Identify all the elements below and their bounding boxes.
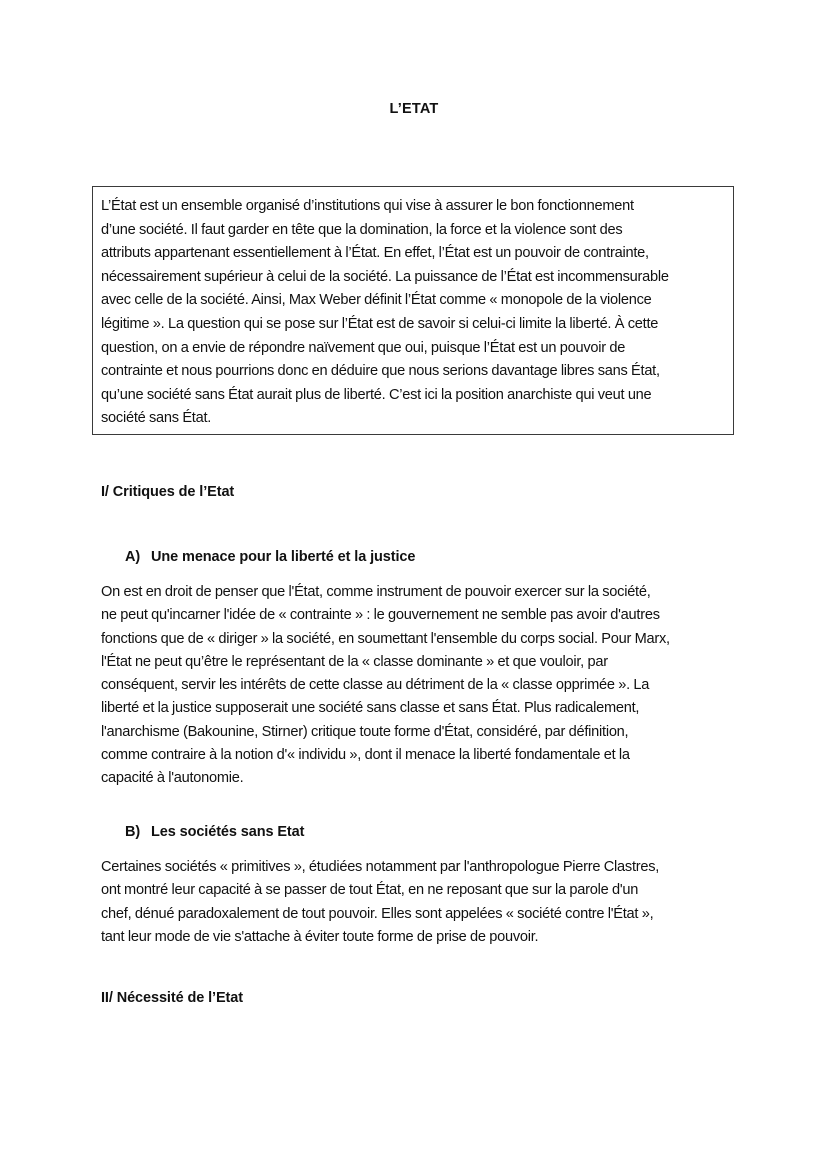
- text-line: chef, dénué paradoxalement de tout pouvoir. Elles sont appelées « société contre l'État »,: [101, 905, 654, 922]
- text-line: contrainte et nous pourrions donc en déduire que nous serions davantage libres sans État,: [101, 363, 660, 380]
- subsection-title: Les sociétés sans Etat: [151, 824, 305, 840]
- text-line: nécessairement supérieur à celui de la société. La puissance de l’État est incommensurable: [101, 268, 669, 285]
- text-line: l'État ne peut qu’être le représentant de la « classe dominante » et que vouloir, par: [101, 653, 608, 670]
- text-line: conséquent, servir les intérêts de cette classe au détriment de la « classe opprimée ». La: [101, 677, 650, 694]
- text-line: question, on a envie de répondre naïvement que oui, puisque l’État est un pouvoir de: [101, 339, 626, 356]
- text-line: On est en droit de penser que l'État, comme instrument de pouvoir exercer sur la société,: [101, 584, 651, 600]
- page-title: L’ETAT: [389, 101, 439, 117]
- subsection-heading-societes: [125, 824, 304, 840]
- text-line: société sans État.: [101, 410, 212, 427]
- text-line: ont montré leur capacité à se passer de tout État, en ne reposant que sur la parole d'un: [101, 882, 639, 899]
- paragraph-menace: [101, 581, 741, 791]
- text-line: capacité à l'autonomie.: [101, 770, 244, 787]
- section-heading-critiques: I/ Critiques de l’Etat: [101, 484, 235, 500]
- subsection-marker: B): [125, 824, 141, 840]
- text-line: avec celle de la société. Ainsi, Max Weber définit l’État comme « monopole de la violence: [101, 292, 652, 309]
- text-line: attributs appartenant essentiellement à l’État. En effet, l’État est un pouvoir de contrainte,: [101, 245, 649, 262]
- subsection-marker: A): [125, 549, 141, 565]
- intro-box: [92, 186, 734, 435]
- subsection-heading-menace: [125, 549, 415, 565]
- text-line: légitime ». La question qui se pose sur l’État est de savoir si celui-ci limite la liberté. À cette: [101, 315, 659, 332]
- text-line: d’une société. Il faut garder en tête que la domination, la force et la violence sont des: [101, 221, 623, 238]
- subsection-title: Une menace pour la liberté et la justice: [151, 549, 416, 565]
- paragraph-societes: [101, 856, 741, 949]
- text-line: qu’une société sans État aurait plus de liberté. C’est ici la position anarchiste qui veut une: [101, 386, 652, 403]
- section-heading-necessite: II/ Nécessité de l’Etat: [101, 990, 243, 1006]
- text-line: comme contraire à la notion d'« individu », dont il menace la liberté fondamentale et la: [101, 747, 630, 764]
- text-line: l'anarchisme (Bakounine, Stirner) critique toute forme d'État, considéré, par définition,: [101, 723, 629, 740]
- text-line: tant leur mode de vie s'attache à éviter toute forme de prise de pouvoir.: [101, 928, 539, 945]
- text-line: liberté et la justice supposerait une société sans classe et sans État. Plus radicalement,: [101, 700, 640, 717]
- intro-paragraph: [101, 195, 731, 431]
- text-line: Certaines sociétés « primitives », étudiées notamment par l'anthropologue Pierre Clastres,: [101, 859, 660, 875]
- text-line: L’État est un ensemble organisé d’institutions qui vise à assurer le bon fonctionnement: [101, 198, 634, 214]
- text-line: fonctions que de « diriger » la société, en soumettant l'ensemble du corps social. Pour Marx,: [101, 630, 670, 647]
- text-line: ne peut qu'incarner l'idée de « contrainte » : le gouvernement ne semble pas avoir d'autres: [101, 607, 660, 624]
